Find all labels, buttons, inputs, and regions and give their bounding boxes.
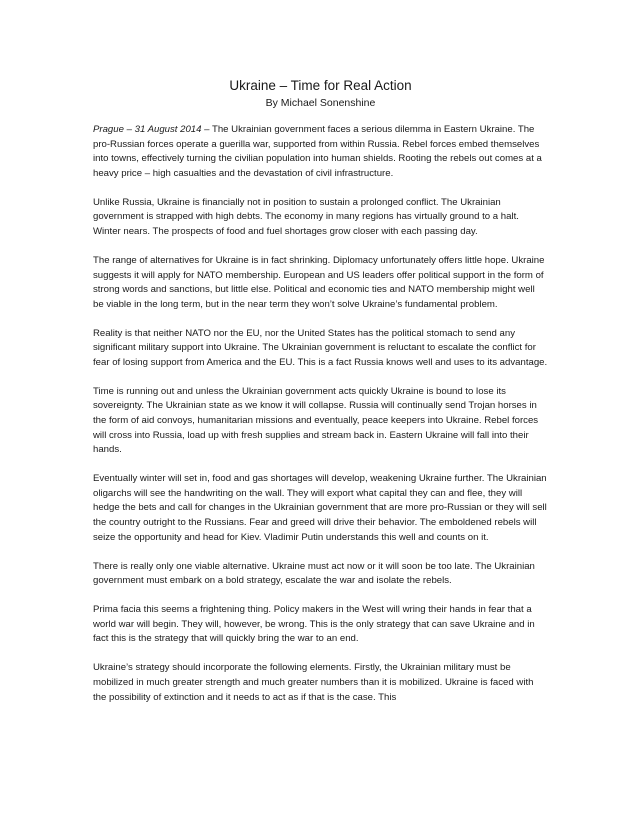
document-content [93, 78, 548, 705]
paragraph-4: Reality is that neither NATO nor the EU, nor the United States has the political stomach to send any significant military support into Ukraine. The Ukrainian government is reluctant to escalate the conflict for fear of losing support from America and the EU. This is a fact Russia knows well and uses to its advantage. [93, 327, 548, 368]
paragraph-9: Ukraine’s strategy should incorporate the following elements. Firstly, the Ukrainian military must be mobilized in much greater strength and much greater numbers than it is mobilized. Ukraine is faced with the possibility of extinction and it needs to act as if that is the case. This [93, 662, 534, 703]
paragraph-8: Prima facia this seems a frightening thing. Policy makers in the West will wring their hands in fear that a world war will begin. They will, however, be wrong. This is the only strategy that can save Ukraine and in fact this is the strategy that will quickly bring the war to an end. [93, 604, 535, 645]
paragraph-2: Unlike Russia, Ukraine is financially not in position to sustain a prolonged conflict. The Ukrainian government is strapped with high debts. The economy in many regions has virtually ground to a halt. Winter nears. The prospects of food and fuel shortages grow closer with each passing day. [93, 196, 519, 237]
document-byline: By Michael Sonenshine [265, 97, 376, 109]
paragraph-1-text: The Ukrainian government faces a serious dilemma in Eastern Ukraine. The pro-Russian forces operate a guerilla war, supported from within Russia. Rebel forces embed themselves into towns, effectively turning the civilian population into human shields. Rooting the rebels out comes at a heavy price – high casualties and the devastation of civil infrastructure. [93, 124, 542, 179]
paragraph-1 [93, 123, 548, 181]
paragraph-6: Eventually winter will set in, food and gas shortages will develop, weakening Ukraine further. The Ukrainian oligarchs will see the handwriting on the wall. They will export what capital they can and flee, they will hedge the bets and call for changes in the Ukrainian government that are more pro-Russian or they will sell the country outright to the Russians. Fear and greed will drive their behavior. The emboldened rebels will seize the opportunity and head for Kiev. Vladimir Putin understands this well and counts on it. [93, 473, 547, 543]
paragraph-7: There is really only one viable alternative. Ukraine must act now or it will soon be too late. The Ukrainian government must embark on a bold strategy, escalate the war and isolate the rebels. [93, 560, 535, 587]
paragraph-3: The range of alternatives for Ukraine is in fact shrinking. Diplomacy unfortunately offers little hope. Ukraine suggests it will apply for NATO membership. European and US leaders offer political support in the form of strong words and sanctions, but little else. Political and economic ties and NATO membership might well be viable in the long term, but in the near term they won’t solve Ukraine’s fundamental problem. [93, 254, 545, 310]
document-title: Ukraine – Time for Real Action [229, 78, 412, 93]
paragraph-5: Time is running out and unless the Ukrainian government acts quickly Ukraine is bound to lose its sovereignty. The Ukrainian state as we know it will collapse. Russia will continually send Trojan horses in the form of aid convoys, humanitarian missions and eventually, peace keepers into Ukraine. Rebel forces will cross into Russia, load up with fresh supplies and stream back in. Eastern Ukraine will fall into their hands. [93, 385, 539, 456]
document-body [93, 123, 548, 705]
dateline: Prague – 31 August 2014 – [93, 124, 210, 135]
